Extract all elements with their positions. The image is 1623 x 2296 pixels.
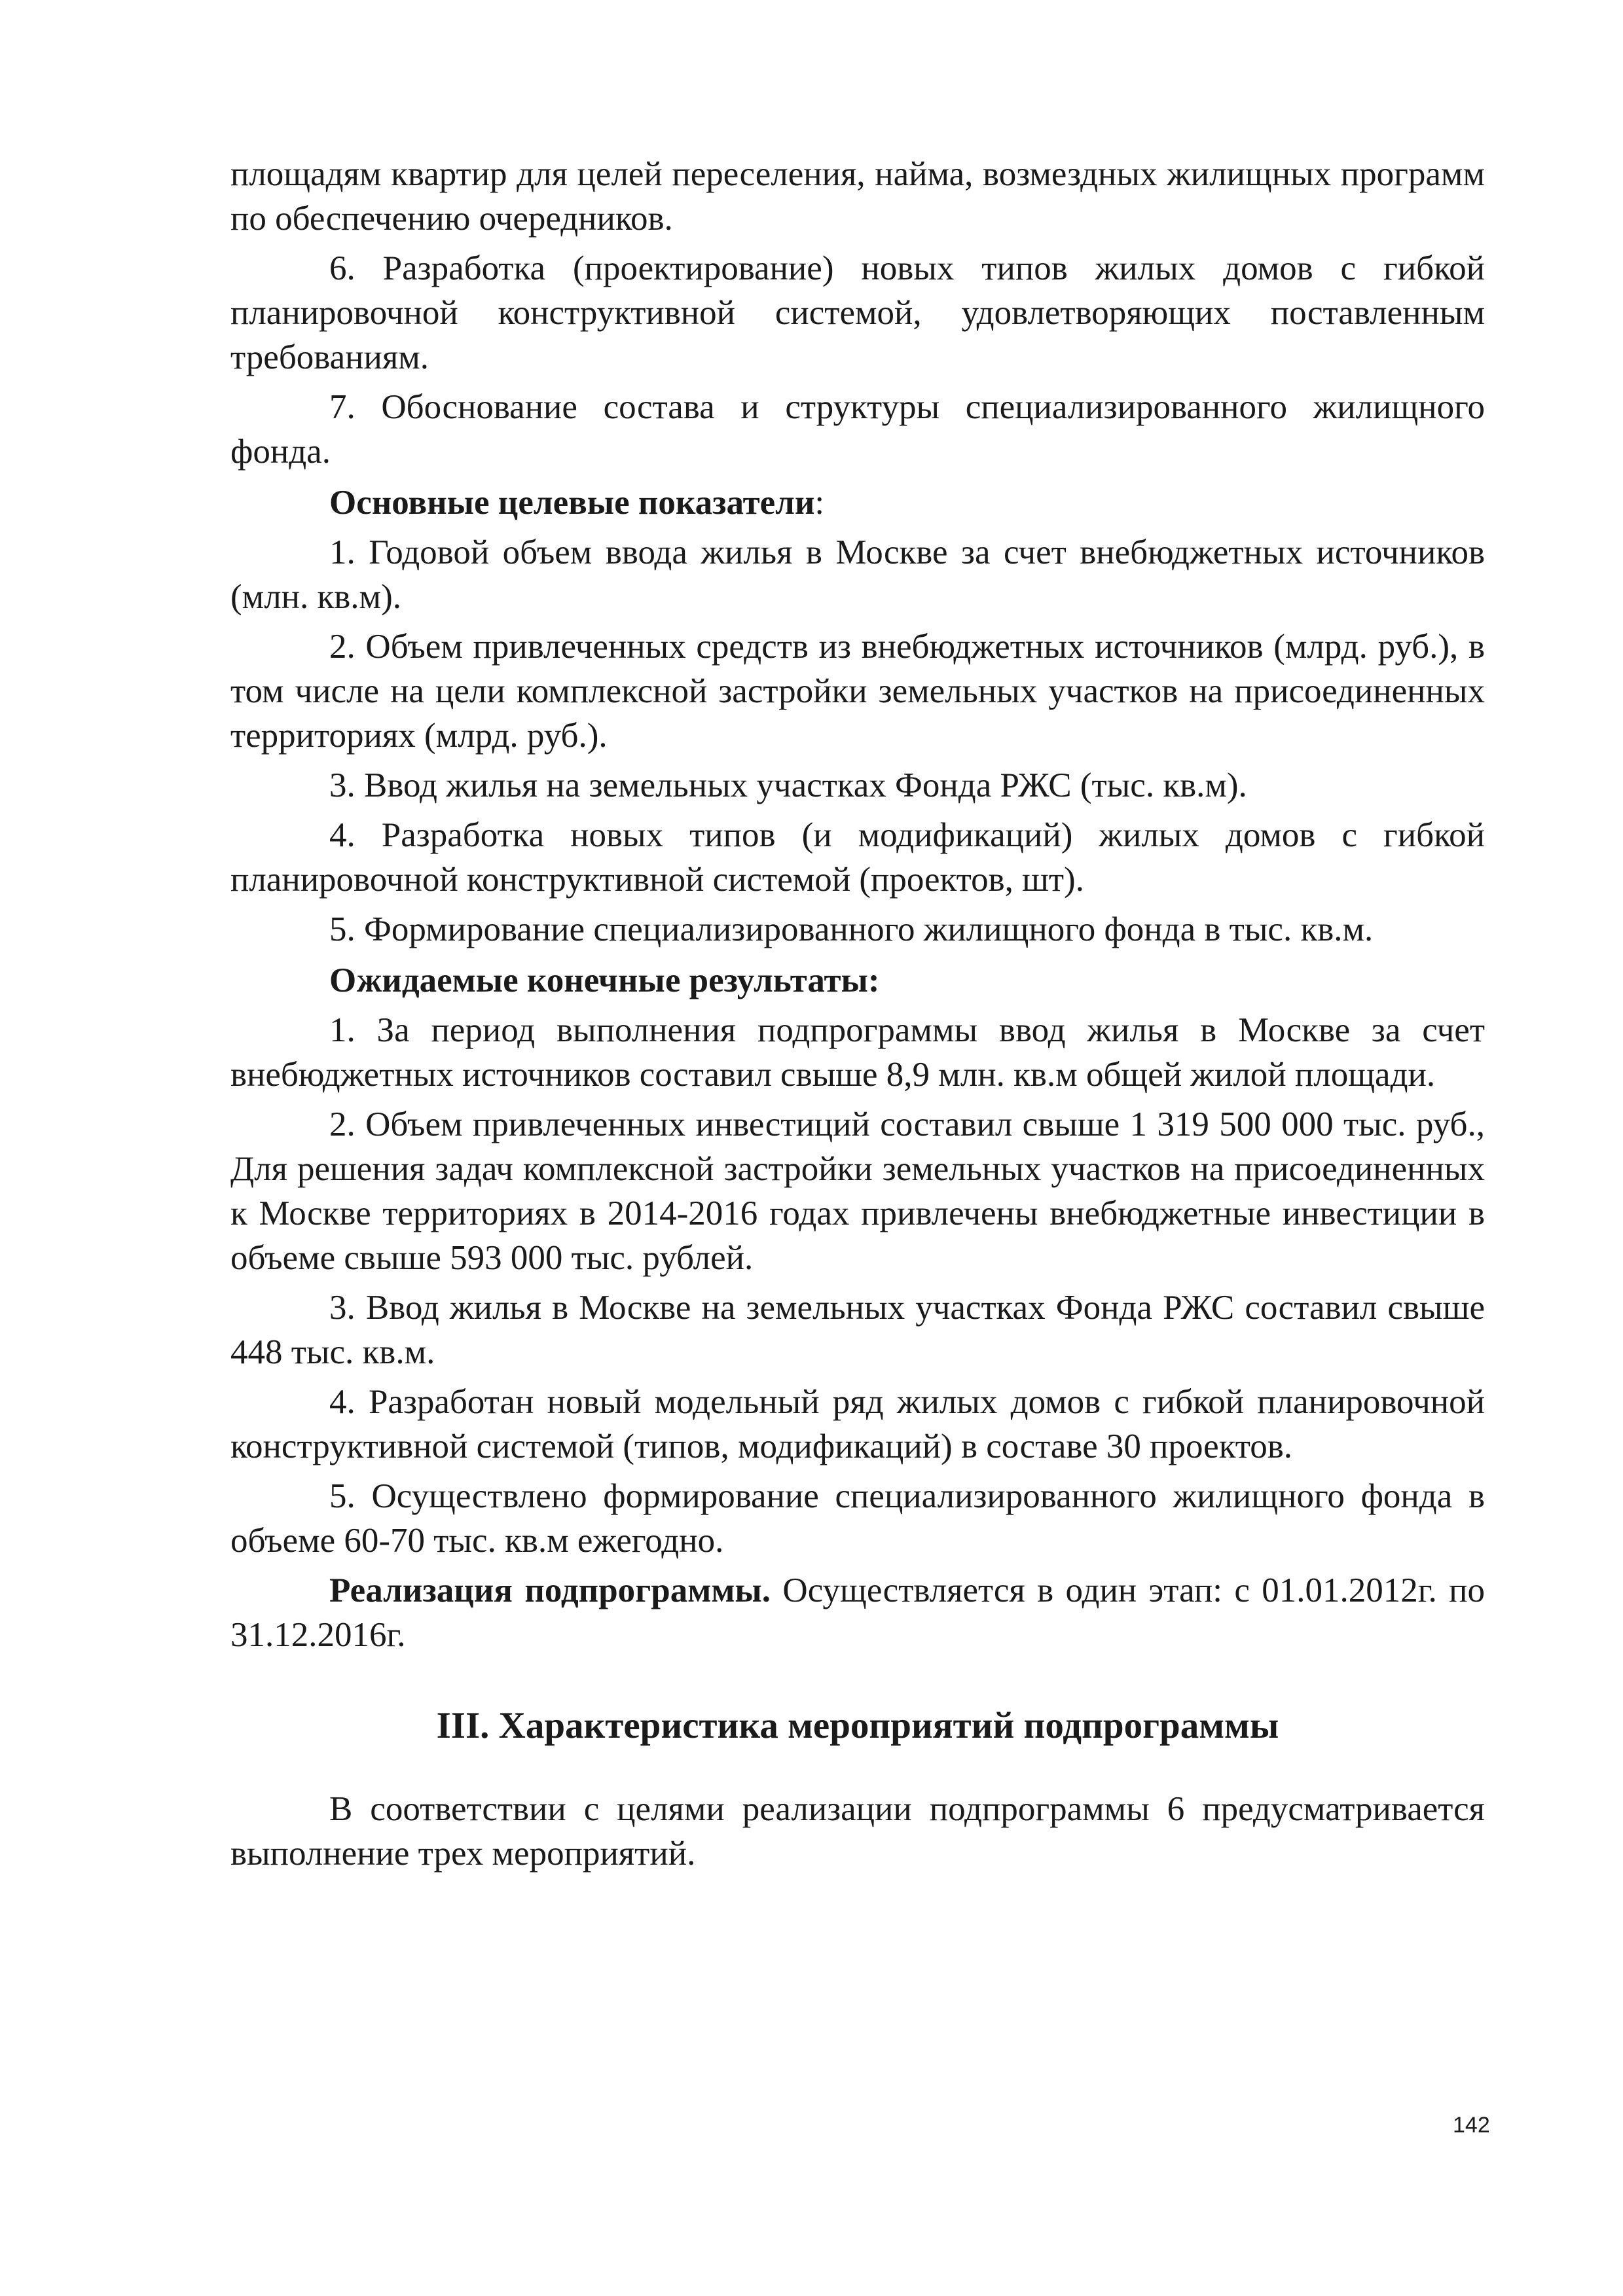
implementation-paragraph xyxy=(230,1568,1485,1657)
targets-heading xyxy=(230,480,1485,525)
target-item-1: 1. Годовой объем ввода жилья в Москве за счет внебюджетных источников (млн. кв.м). xyxy=(230,533,1485,616)
result-item-2: 2. Объем привлеченных инвестиций составил свыше 1 319 500 000 тыс. руб., Для решения задач комплексной застройки земельных участков на присоединенных к Москве территориях в 2014-2016 годах привлечены внебюджетные инвестиции в объеме свыше 593 000 тыс. рублей. xyxy=(230,1105,1485,1277)
implementation-text: Осуществляется в один этап: с 01.01.2012г. по 31.12.2016г. xyxy=(230,1571,1485,1654)
implementation-label: Реализация подпрограммы. xyxy=(329,1571,771,1609)
target-item-3: 3. Ввод жилья на земельных участках Фонда РЖС (тыс. кв.м). xyxy=(329,766,1247,804)
paragraph-item-6: 6. Разработка (проектирование) новых типов жилых домов с гибкой планировочной конструктивной системой, удовлетворяющих поставленным требованиям. xyxy=(230,249,1485,376)
target-item-4: 4. Разработка новых типов (и модификаций) жилых домов с гибкой планировочной конструктивной системой (проектов, шт). xyxy=(230,816,1485,899)
result-item-4: 4. Разработан новый модельный ряд жилых домов с гибкой планировочной конструктивной системой (типов, модификаций) в составе 30 проектов. xyxy=(230,1383,1485,1465)
section-title: III. Характеристика мероприятий подпрограммы xyxy=(436,1705,1279,1746)
document-page xyxy=(230,152,1485,1881)
section-paragraph: В соответствии с целями реализации подпрограммы 6 предусматривается выполнение трех мероприятий. xyxy=(230,1790,1485,1873)
target-item-2: 2. Объем привлеченных средств из внебюджетных источников (млрд. руб.), в том числе на цели комплексной застройки земельных участков на присоединенных территориях (млрд. руб.). xyxy=(230,628,1485,755)
results-heading: Ожидаемые конечные результаты: xyxy=(329,961,880,999)
targets-heading-suffix: : xyxy=(814,484,825,522)
page-number: 142 xyxy=(1453,2113,1490,2138)
targets-heading-text: Основные целевые показатели xyxy=(329,484,815,522)
result-item-1: 1. За период выполнения подпрограммы ввод жилья в Москве за счет внебюджетных источников составил свыше 8,9 млн. кв.м общей жилой площади. xyxy=(230,1011,1485,1094)
result-item-5: 5. Осуществлено формирование специализированного жилищного фонда в объеме 60-70 тыс. кв.м ежегодно. xyxy=(230,1477,1485,1560)
result-item-3: 3. Ввод жилья в Москве на земельных участках Фонда РЖС составил свыше 448 тыс. кв.м. xyxy=(230,1289,1485,1371)
target-item-5: 5. Формирование специализированного жилищного фонда в тыс. кв.м. xyxy=(329,910,1374,948)
paragraph-intro: площадям квартир для целей переселения, найма, возмездных жилищных программ по обеспечению очередников. xyxy=(230,155,1485,238)
paragraph-item-7: 7. Обоснование состава и структуры специализированного жилищного фонда. xyxy=(230,388,1485,471)
